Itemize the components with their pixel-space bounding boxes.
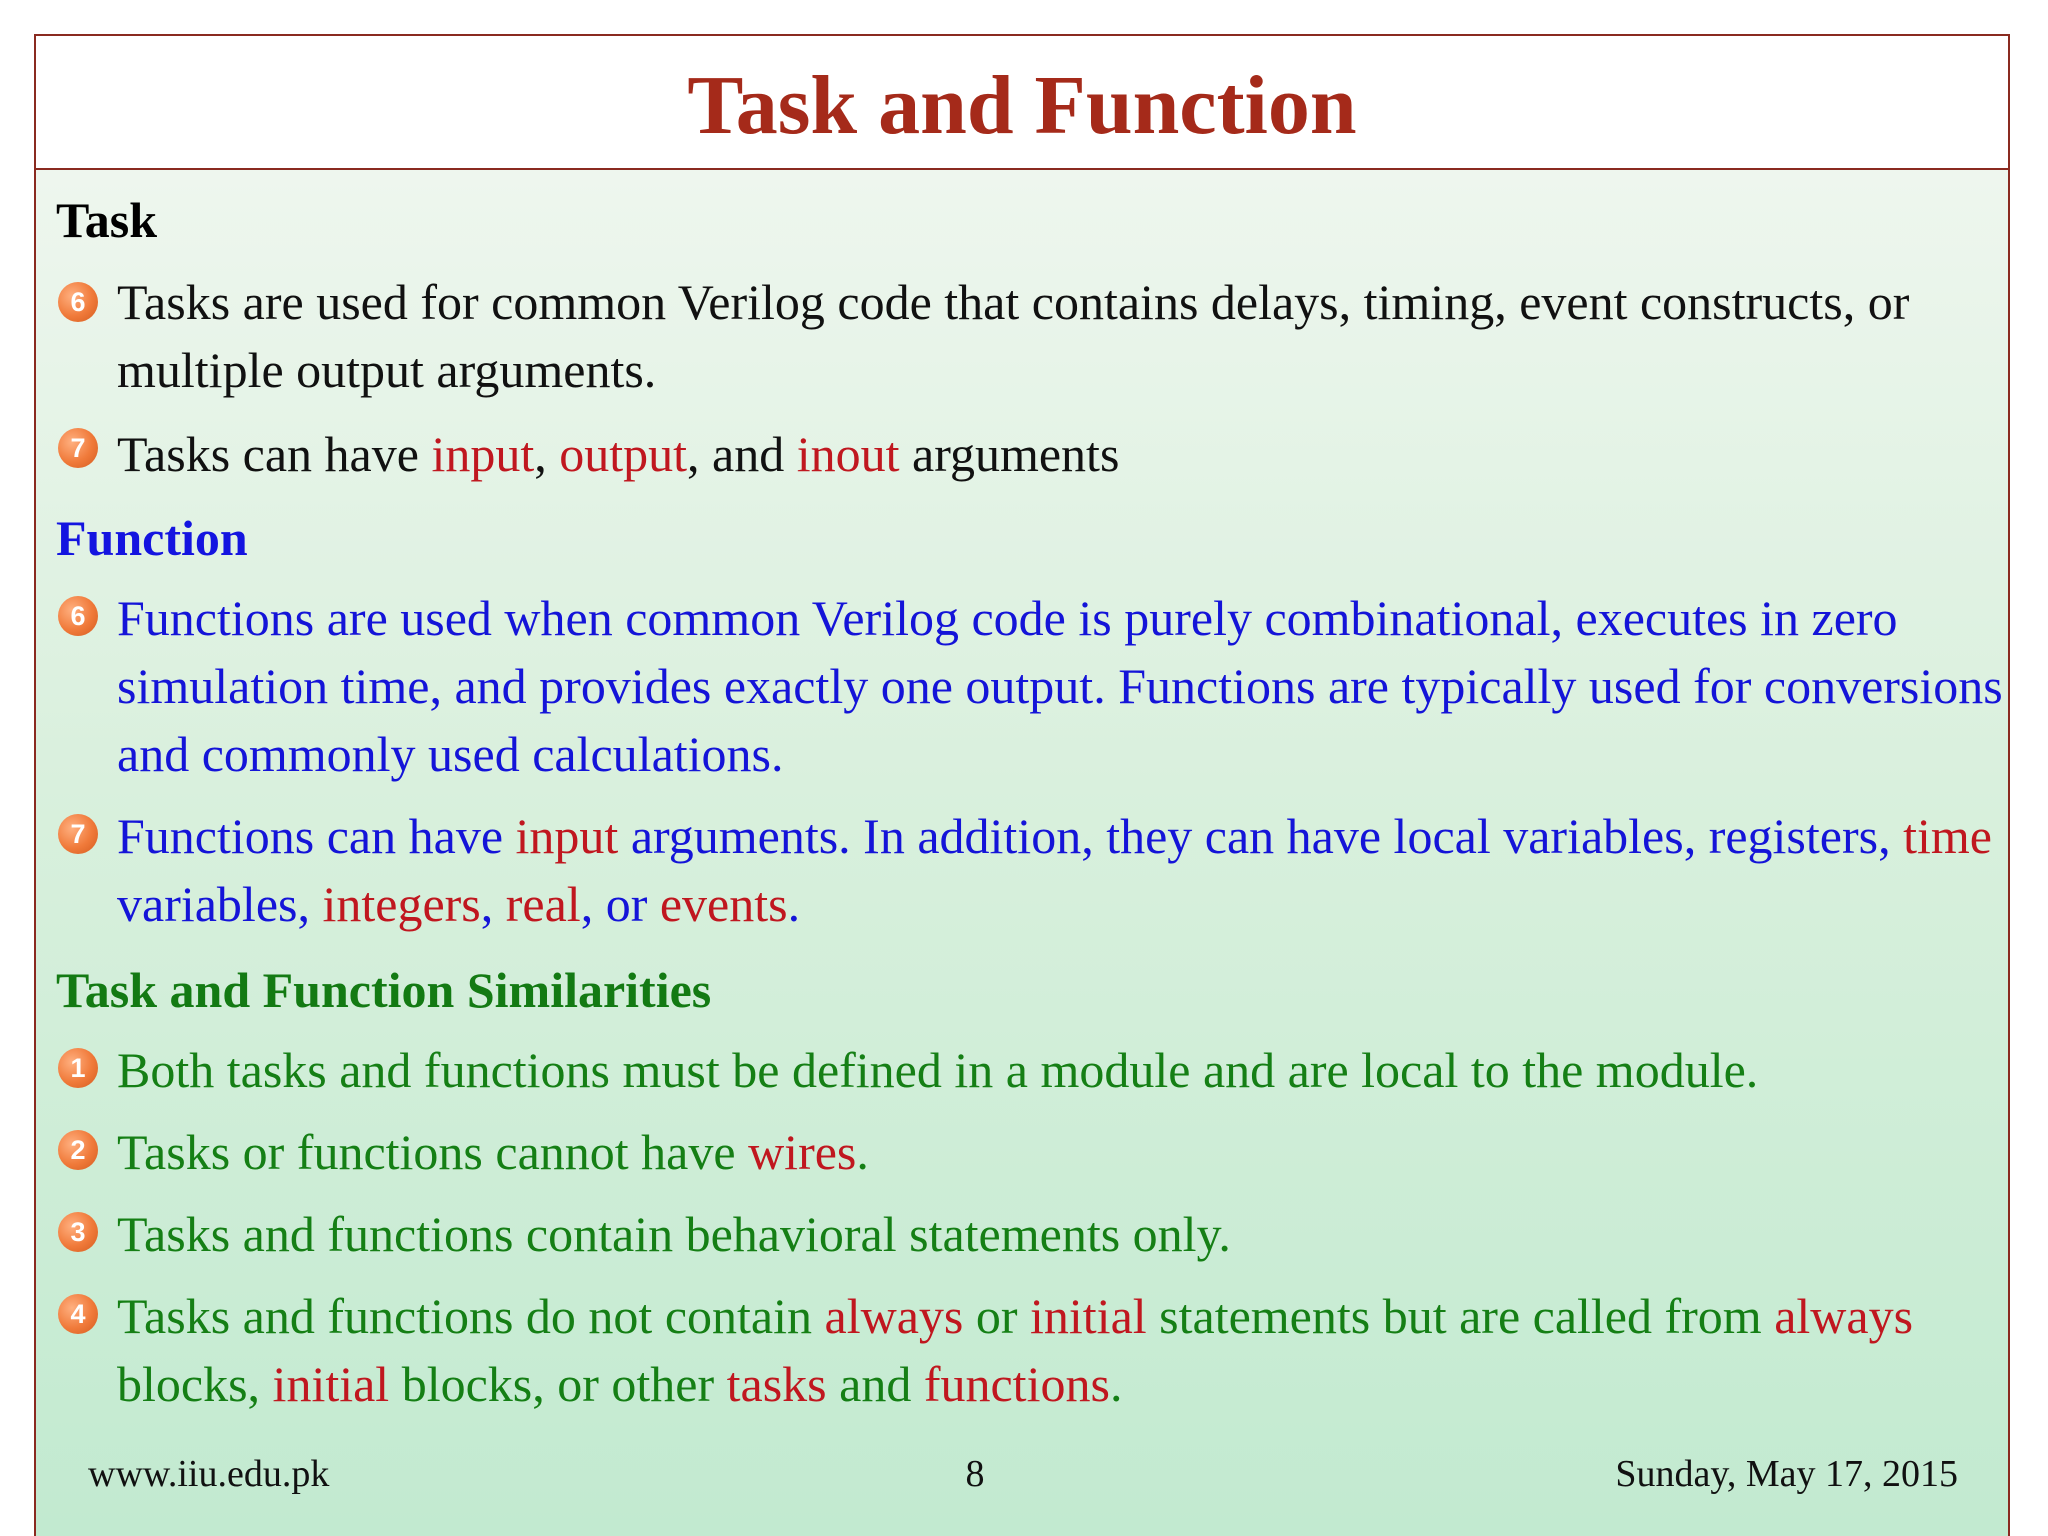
footer-website: www.iiu.edu.pk bbox=[88, 1453, 330, 1495]
text-segment: Tasks are used for common Verilog code that contains delays, timing, event constructs, or multiple output arguments. bbox=[117, 274, 1910, 398]
text-segment: . bbox=[1109, 1356, 1123, 1412]
similarity-item-3 bbox=[117, 1200, 2007, 1268]
keyword: initial bbox=[1030, 1288, 1147, 1344]
text-segment: Tasks can have bbox=[117, 426, 432, 482]
text-segment: Tasks and functions do not contain bbox=[117, 1288, 825, 1344]
text-segment: Tasks and functions contain behavioral statements only. bbox=[117, 1206, 1231, 1262]
function-item-1 bbox=[117, 584, 2007, 788]
keyword: always bbox=[824, 1288, 964, 1344]
text-segment: , and bbox=[687, 426, 797, 482]
text-segment: blocks, or other bbox=[389, 1356, 727, 1412]
keyword: inout bbox=[796, 426, 900, 482]
text-segment: , bbox=[480, 876, 506, 932]
keyword: output bbox=[559, 426, 688, 482]
task-heading: Task bbox=[56, 192, 158, 248]
text-segment: Functions are used when common Verilog code is purely combinational, executes in zero simulation time, and provides exactly one output. Functions are typically used for conversions and commonly used calculations. bbox=[117, 590, 2003, 782]
function-item-2 bbox=[117, 802, 2007, 938]
similarities-heading: Task and Function Similarities bbox=[56, 962, 712, 1018]
text-segment: or bbox=[963, 1288, 1030, 1344]
text-segment: arguments. In addition, they can have local variables, registers, bbox=[618, 808, 1904, 864]
keyword: functions bbox=[923, 1356, 1110, 1412]
keyword: time bbox=[1903, 808, 1992, 864]
text-segment: Tasks or functions cannot have bbox=[117, 1124, 749, 1180]
keyword: real bbox=[505, 876, 581, 932]
text-segment: variables, bbox=[117, 876, 323, 932]
text-segment: and bbox=[826, 1356, 924, 1412]
text-segment: , or bbox=[580, 876, 660, 932]
footer-page-number: 8 bbox=[965, 1453, 985, 1495]
text-segment: , bbox=[534, 426, 560, 482]
bullet-number-icon: 3 bbox=[58, 1212, 98, 1252]
bullet-number-icon: 6 bbox=[58, 282, 98, 322]
similarity-item-4 bbox=[117, 1282, 2007, 1418]
text-segment: . bbox=[856, 1124, 869, 1180]
keyword: events bbox=[659, 876, 788, 932]
task-item-1 bbox=[117, 268, 2007, 404]
task-item-2 bbox=[117, 420, 2007, 488]
keyword: initial bbox=[272, 1356, 390, 1412]
footer-date: Sunday, May 17, 2015 bbox=[1615, 1453, 1958, 1495]
keyword: tasks bbox=[726, 1356, 827, 1412]
text-segment: arguments bbox=[899, 426, 1120, 482]
keyword: input bbox=[515, 808, 619, 864]
text-segment: Functions can have bbox=[117, 808, 516, 864]
bullet-number-icon: 6 bbox=[58, 596, 98, 636]
similarity-item-1 bbox=[117, 1036, 2007, 1104]
similarity-item-2 bbox=[117, 1118, 2007, 1186]
text-segment: Both tasks and functions must be defined in a module and are local to the module. bbox=[117, 1042, 1759, 1098]
keyword: wires bbox=[748, 1124, 857, 1180]
bullet-number-icon: 7 bbox=[58, 814, 98, 854]
keyword: integers bbox=[322, 876, 481, 932]
keyword: input bbox=[431, 426, 535, 482]
function-heading: Function bbox=[56, 510, 248, 566]
text-segment: . bbox=[787, 876, 801, 932]
slide-title: Task and Function bbox=[687, 59, 1357, 152]
keyword: always bbox=[1774, 1288, 1914, 1344]
title-bar bbox=[34, 34, 2010, 168]
text-segment: statements but are called from bbox=[1146, 1288, 1775, 1344]
bullet-number-icon: 1 bbox=[58, 1048, 98, 1088]
bullet-number-icon: 7 bbox=[58, 428, 98, 468]
bullet-number-icon: 2 bbox=[58, 1130, 98, 1170]
bullet-number-icon: 4 bbox=[58, 1294, 98, 1334]
text-segment: blocks, bbox=[117, 1356, 273, 1412]
